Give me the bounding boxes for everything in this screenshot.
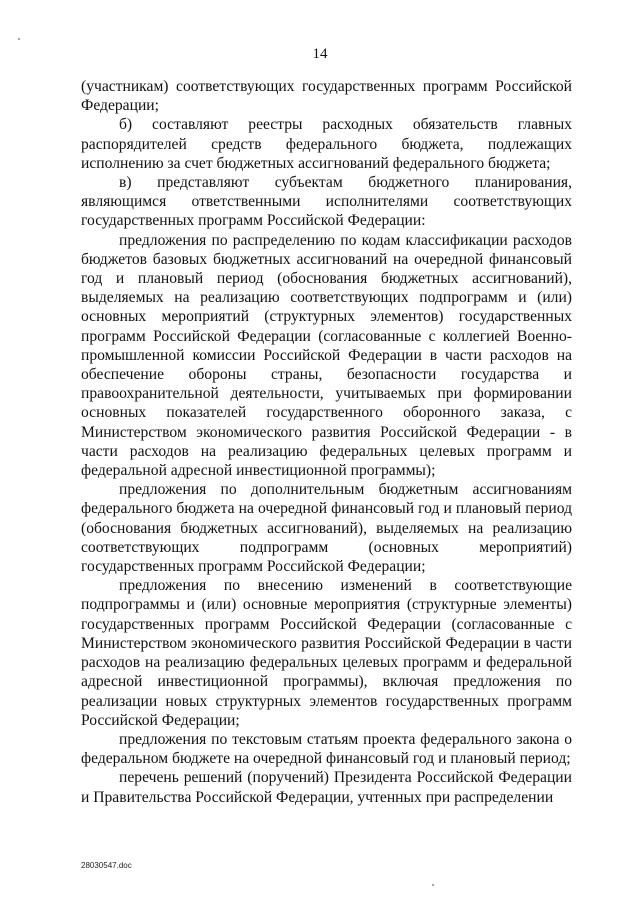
paragraph: б) составляют реестры расходных обязательств главных распорядителей средств федерального бюджета, подлежащих исполнению за счет бюджетных ассигнований федерального бюджета; (81, 116, 572, 172)
scan-speck (432, 884, 434, 886)
paragraph: предложения по текстовым статьям проекта федерального закона о федеральном бюджете на очередной финансовый год и плановый период; (81, 730, 572, 768)
paragraph: предложения по дополнительным бюджетным ассигнованиям федерального бюджета на очередной финансовый год и плановый период (обоснования бюджетных ассигнований), выделяемых на реализацию соответствующих подпрограмм (основных мероприятий) государственных программ Российской Федерации; (81, 481, 572, 576)
paragraph: в) представляют субъектам бюджетного планирования, являющимся ответственными исполнителями соответствующих государственных программ Российской Федерации: (81, 174, 572, 230)
paragraph: предложения по внесению изменений в соответствующие подпрограммы и (или) основные мероприятия (структурные элементы) государственных программ Российской Федерации (согласованные с Министерством экономического развития Российской Федерации в части расходов на реализацию федеральных целевых программ и федеральной адресной инвестиционной программы), включая предложения по реализации новых структурных элементов государственных программ Российской Федерации; (81, 577, 572, 729)
paragraph: предложения по распределению по кодам классификации расходов бюджетов базовых бюджетных ассигнований на очередной финансовый год и плановый период (обоснования бюджетных ассигнований), выделяемых на реализацию соответствующих подпрограмм и (или) основных мероприятий (структурных элементов) государственных программ Российской Федерации (согласованные с коллегией Военно-промышленной комиссии Российской Федерации в части расходов на обеспечение обороны страны, безопасности государства и правоохранительной деятельности, учитываемых при формировании основных показателей государственного оборонного заказа, с Министерством экономического развития Российской Федерации - в части расходов на реализацию федеральных целевых программ и федеральной адресной инвестиционной программы); (81, 231, 572, 480)
footer-doc-reference: 28030547.doc (81, 861, 132, 870)
body-text (81, 77, 572, 807)
paragraph: (участникам) соответствующих государственных программ Российской Федерации; (81, 78, 572, 115)
scan-speck (18, 38, 20, 40)
paragraph: перечень решений (поручений) Президента Российской Федерации и Правительства Российской Федерации, учтенных при распределении (81, 769, 572, 806)
page-number: 14 (312, 46, 328, 62)
